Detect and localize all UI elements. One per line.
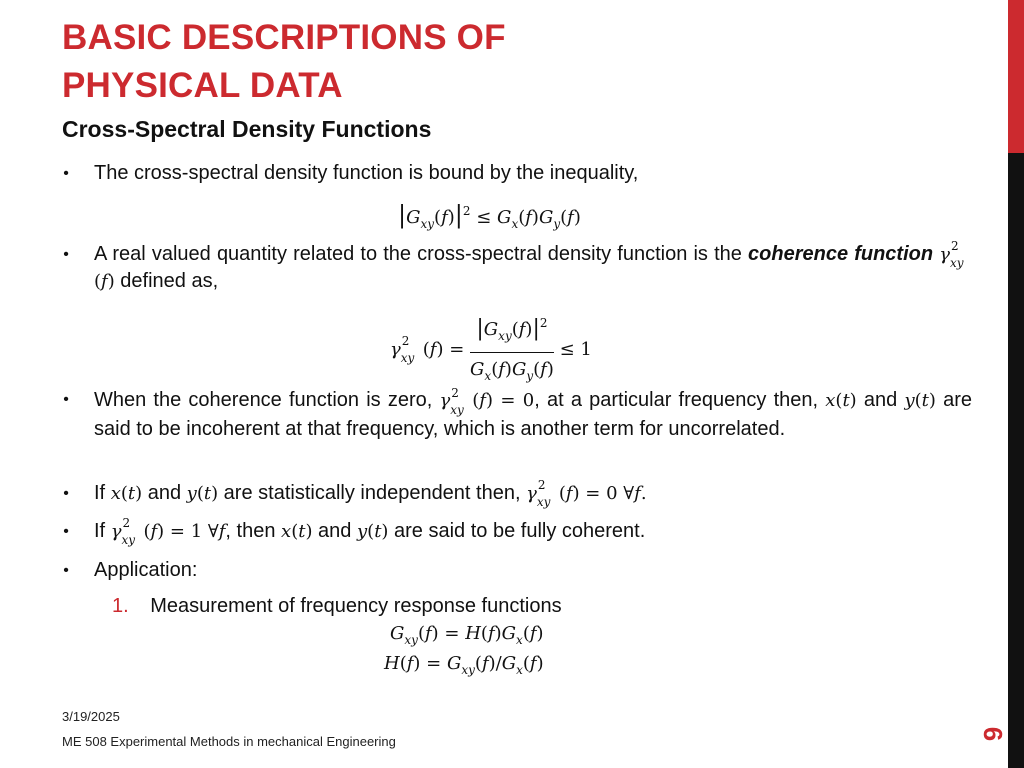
bullet-4-and: and <box>147 482 182 504</box>
numbered-item-1-label: 1. <box>112 595 129 617</box>
section-subtitle: Cross-Spectral Density Functions <box>62 116 432 142</box>
bullet-marker: • <box>63 523 69 540</box>
numbered-item-1-text: Measurement of frequency response functions <box>150 595 562 617</box>
bullet-3 <box>56 386 972 444</box>
bullet-3-text: When the coherence function is zero, γ 2 xy (f) = 0, at a particular frequency then, x(t) and y(t) are said to be incoherent at that frequency, which is another term for uncorrelated. <box>94 386 973 440</box>
bullet-marker: • <box>63 391 69 408</box>
bullet-2-text <box>94 241 972 295</box>
bullet-6 <box>56 557 972 584</box>
accent-bar-red <box>1008 0 1024 153</box>
bullet-3-text-pre: When the coherence function is zero, <box>94 389 433 411</box>
bullet-5-then: , then <box>225 520 276 542</box>
bullet-1 <box>56 160 972 187</box>
bullet-5-text-post: are said to be fully coherent. <box>394 520 646 542</box>
bullet-1-text: The cross-spectral density function is bound by the inequality, <box>94 162 639 184</box>
bullet-marker: • <box>63 165 69 182</box>
bullet-4-text: If x(t) and y(t) are statistically independent then, γ 2 xy (f) = 0 ∀f. <box>94 478 647 509</box>
bullet-2-text-pre: A real valued quantity related to the cross-spectral density function is the <box>94 243 742 265</box>
equation-inequality: $|G_{xy}(f)|^2 \le G_x(f)G_y(f)$ <box>398 201 581 231</box>
bullet-2 <box>56 241 972 295</box>
title-line-1: BASIC DESCRIPTIONS OF <box>62 18 506 57</box>
bullet-2-text-post: defined as, <box>120 270 219 292</box>
equation-frf-2: $H(f) = G_{xy}(f)/G_x(f)$ <box>384 653 544 677</box>
bullet-4 <box>56 480 972 507</box>
bullet-marker: • <box>63 562 69 579</box>
bullet-marker: • <box>63 485 69 502</box>
coherence-fraction: $\frac{|G_{xy}(f)|^2}{G_x(f)G_y(f)}$ <box>470 310 554 390</box>
title-line-2: PHYSICAL DATA <box>62 66 343 105</box>
numbered-item-1 <box>112 593 562 620</box>
coherence-function-term: coherence function <box>748 243 934 265</box>
footer-course-title: ME 508 Experimental Methods in mechanical Engineering <box>62 734 396 749</box>
footer-date: 3/19/2025 <box>62 709 120 724</box>
accent-bar-dark <box>1008 153 1024 768</box>
bullet-5-text: If γ 2 xy (f) = 1 ∀f, then x(t) and y(t) are said to be fully coherent. <box>94 516 646 547</box>
gamma-xy-inline: γ 2 xy (f) <box>94 239 964 292</box>
bullet-3-text-post: are said to be incoherent at that frequency, which is another term for uncorrelated. <box>94 389 973 440</box>
bullet-5 <box>56 518 972 545</box>
bullet-6-text: Application: <box>94 559 198 581</box>
bullet-5-if: If <box>94 520 106 542</box>
bullet-4-if: If <box>94 482 106 504</box>
bullet-5-and: and <box>318 520 352 542</box>
slide-title <box>62 14 506 110</box>
equation-frf-1: $G_{xy}(f) = H(f)G_x(f)$ <box>390 623 544 647</box>
bullet-marker: • <box>63 246 69 263</box>
bullet-4-text-post: are statistically independent then, <box>223 482 521 504</box>
bullet-3-text-mid: , at a particular frequency then, <box>534 389 819 411</box>
page-number: 6 <box>978 726 1008 742</box>
equation-coherence: γ 2 xy (f) = $\frac{|G_{xy}(f)|^2}{G_x(f)G_y(f)}$ ≤ 1 <box>390 310 592 390</box>
bullet-3-and: and <box>863 389 898 411</box>
